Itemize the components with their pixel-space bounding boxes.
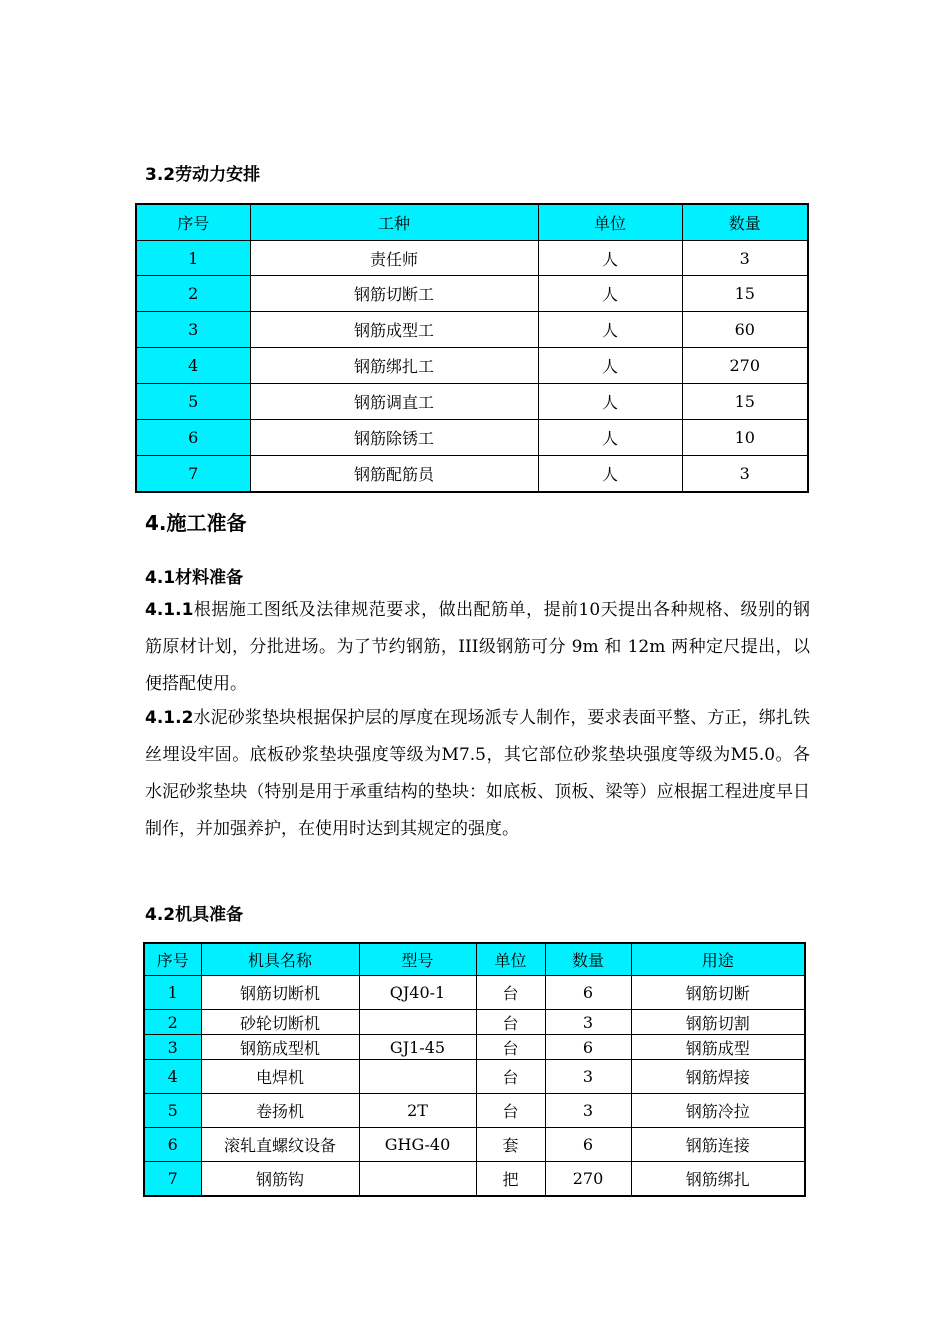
table-cell: 人 bbox=[538, 276, 682, 312]
table-cell: 套 bbox=[476, 1128, 545, 1162]
table-cell: 钢筋连接 bbox=[631, 1128, 805, 1162]
labor-table bbox=[135, 203, 809, 493]
table-row bbox=[136, 312, 808, 348]
table-row bbox=[144, 1010, 805, 1035]
table-cell: 人 bbox=[538, 384, 682, 420]
table-cell: 钢筋成型工 bbox=[250, 312, 538, 348]
table-row bbox=[136, 276, 808, 312]
table-cell: 5 bbox=[144, 1094, 201, 1128]
table-header-row bbox=[136, 204, 808, 241]
table-cell: 3 bbox=[682, 241, 808, 276]
table-cell: 钢筋切割 bbox=[631, 1010, 805, 1035]
table-cell: 钢筋钩 bbox=[201, 1162, 359, 1197]
section-4-2-heading: 4.2机具准备 bbox=[145, 905, 244, 925]
table-row bbox=[144, 976, 805, 1010]
table-cell: 270 bbox=[682, 348, 808, 384]
table-cell: 15 bbox=[682, 276, 808, 312]
column-header: 用途 bbox=[631, 943, 805, 976]
table-cell: 钢筋配筋员 bbox=[250, 456, 538, 493]
table-cell: 人 bbox=[538, 312, 682, 348]
table-cell: 4 bbox=[136, 348, 250, 384]
table-cell: 钢筋调直工 bbox=[250, 384, 538, 420]
table-cell: 人 bbox=[538, 348, 682, 384]
table-cell: 钢筋焊接 bbox=[631, 1060, 805, 1094]
table-cell: 人 bbox=[538, 420, 682, 456]
table-cell bbox=[359, 1162, 476, 1197]
table-cell: 6 bbox=[144, 1128, 201, 1162]
paragraph-number: 4.1.1 bbox=[145, 600, 194, 620]
table-cell: 15 bbox=[682, 384, 808, 420]
table-row bbox=[136, 241, 808, 276]
table-cell: 3 bbox=[682, 456, 808, 493]
table-cell: 2 bbox=[136, 276, 250, 312]
column-header: 型号 bbox=[359, 943, 476, 976]
table-cell: 台 bbox=[476, 1094, 545, 1128]
table-row bbox=[136, 348, 808, 384]
table-cell: 3 bbox=[136, 312, 250, 348]
table-cell: 6 bbox=[136, 420, 250, 456]
table-cell: 台 bbox=[476, 1060, 545, 1094]
section-3-2-heading: 3.2劳动力安排 bbox=[145, 165, 261, 185]
table-row bbox=[136, 420, 808, 456]
paragraph-text: 根据施工图纸及法律规范要求，做出配筋单，提前10天提出各种规格、级别的钢筋原材计划，分批进场。为了节约钢筋，III级钢筋可分 9m 和 12m 两种定尺提出，以便搭配使用。 bbox=[145, 600, 810, 694]
table-cell: 2T bbox=[359, 1094, 476, 1128]
table-row bbox=[144, 1035, 805, 1060]
table-row bbox=[136, 456, 808, 493]
table-cell: 7 bbox=[136, 456, 250, 493]
table-cell: 钢筋绑扎工 bbox=[250, 348, 538, 384]
table-cell: 卷扬机 bbox=[201, 1094, 359, 1128]
paragraph-number: 4.1.2 bbox=[145, 708, 194, 728]
column-header: 工种 bbox=[250, 204, 538, 241]
table-cell: 钢筋冷拉 bbox=[631, 1094, 805, 1128]
table-cell: 钢筋切断 bbox=[631, 976, 805, 1010]
table-cell: 7 bbox=[144, 1162, 201, 1197]
table-cell: 钢筋绑扎 bbox=[631, 1162, 805, 1197]
column-header: 单位 bbox=[476, 943, 545, 976]
paragraph-4-1-2 bbox=[145, 700, 810, 848]
table-cell: 3 bbox=[545, 1010, 631, 1035]
section-4-1-heading: 4.1材料准备 bbox=[145, 568, 244, 588]
table-cell bbox=[359, 1060, 476, 1094]
table-cell: 3 bbox=[545, 1060, 631, 1094]
table-cell: 钢筋切断工 bbox=[250, 276, 538, 312]
table-cell: 6 bbox=[545, 1035, 631, 1060]
paragraph-text: 水泥砂浆垫块根据保护层的厚度在现场派专人制作，要求表面平整、方正，绑扎铁丝埋设牢固。底板砂浆垫块强度等级为M7.5，其它部位砂浆垫块强度等级为M5.0。各水泥砂浆垫块（特别是用于承重结构的垫块：如底板、顶板、梁等）应根据工程进度早日制作，并加强养护，在使用时达到其规定的强度。 bbox=[145, 708, 810, 839]
column-header: 数量 bbox=[682, 204, 808, 241]
table-cell: 台 bbox=[476, 976, 545, 1010]
table-cell: 钢筋成型 bbox=[631, 1035, 805, 1060]
table-cell: 3 bbox=[144, 1035, 201, 1060]
table-cell: GJ1-45 bbox=[359, 1035, 476, 1060]
table-cell: 责任师 bbox=[250, 241, 538, 276]
table-cell: 滚轧直螺纹设备 bbox=[201, 1128, 359, 1162]
table-cell: 人 bbox=[538, 241, 682, 276]
table-row bbox=[144, 1094, 805, 1128]
column-header: 单位 bbox=[538, 204, 682, 241]
table-row bbox=[136, 384, 808, 420]
table-header-row bbox=[144, 943, 805, 976]
table-cell: 6 bbox=[545, 976, 631, 1010]
table-cell: 钢筋成型机 bbox=[201, 1035, 359, 1060]
column-header: 数量 bbox=[545, 943, 631, 976]
table-cell: GHG-40 bbox=[359, 1128, 476, 1162]
table-cell: 钢筋除锈工 bbox=[250, 420, 538, 456]
column-header: 序号 bbox=[136, 204, 250, 241]
table-cell: 砂轮切断机 bbox=[201, 1010, 359, 1035]
section-4-heading: 4.施工准备 bbox=[145, 511, 247, 535]
table-cell: 6 bbox=[545, 1128, 631, 1162]
table-cell: 4 bbox=[144, 1060, 201, 1094]
table-cell: 把 bbox=[476, 1162, 545, 1197]
machine-table bbox=[143, 942, 806, 1197]
table-cell: 台 bbox=[476, 1035, 545, 1060]
table-cell: 60 bbox=[682, 312, 808, 348]
table-cell: 钢筋切断机 bbox=[201, 976, 359, 1010]
table-cell: 电焊机 bbox=[201, 1060, 359, 1094]
table-cell: 1 bbox=[144, 976, 201, 1010]
table-cell: 270 bbox=[545, 1162, 631, 1197]
table-cell: 3 bbox=[545, 1094, 631, 1128]
table-cell: 10 bbox=[682, 420, 808, 456]
table-cell bbox=[359, 1010, 476, 1035]
table-cell: 5 bbox=[136, 384, 250, 420]
table-row bbox=[144, 1060, 805, 1094]
table-cell: 2 bbox=[144, 1010, 201, 1035]
table-cell: 人 bbox=[538, 456, 682, 493]
table-cell: 台 bbox=[476, 1010, 545, 1035]
paragraph-4-1-1 bbox=[145, 592, 810, 703]
column-header: 序号 bbox=[144, 943, 201, 976]
column-header: 机具名称 bbox=[201, 943, 359, 976]
table-cell: 1 bbox=[136, 241, 250, 276]
table-cell: QJ40-1 bbox=[359, 976, 476, 1010]
table-row bbox=[144, 1128, 805, 1162]
table-row bbox=[144, 1162, 805, 1197]
